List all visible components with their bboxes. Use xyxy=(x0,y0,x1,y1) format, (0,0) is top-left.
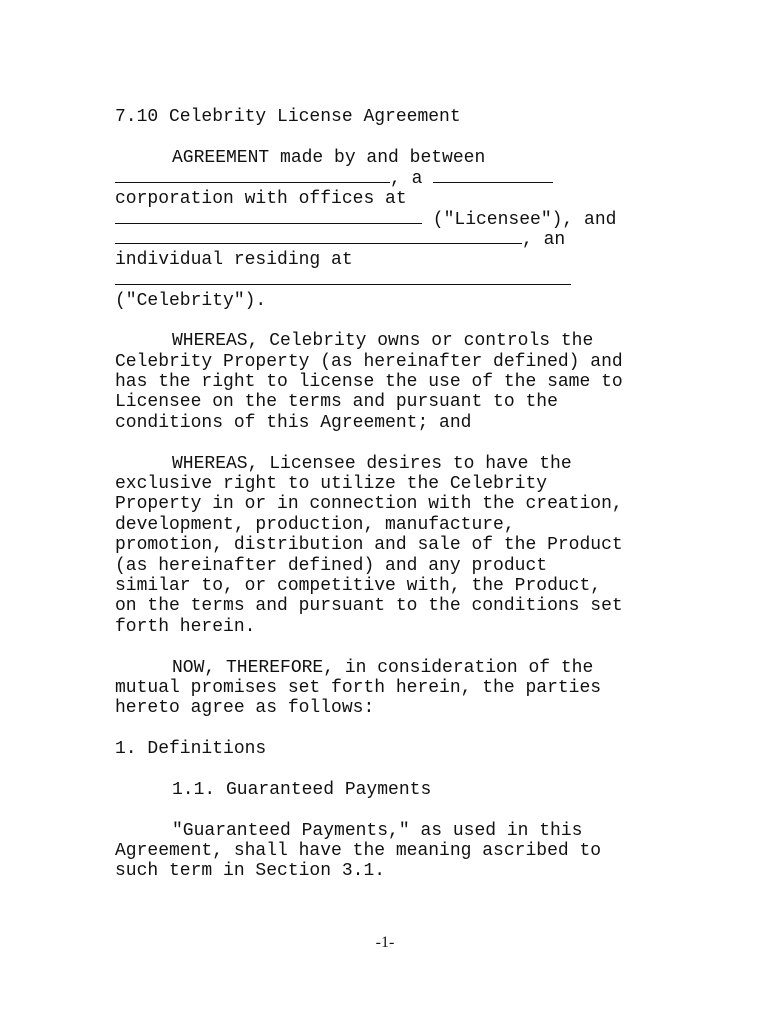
blank-field-state xyxy=(433,168,553,183)
section-heading-definitions: 1. Definitions xyxy=(115,739,267,760)
blank-field-licensee-address xyxy=(115,209,422,224)
definition-paragraph: "Guaranteed Payments," as used in this Agreement, shall have the meaning ascribed to such term in Section 3.1. xyxy=(115,820,602,882)
preamble xyxy=(115,148,675,311)
preamble-line: AGREEMENT made by and between xyxy=(172,147,486,168)
page-number: -1- xyxy=(375,934,395,951)
blank-field-celebrity-name xyxy=(115,229,522,244)
whereas-clause-2: WHEREAS, Licensee desires to have the exclusive right to utilize the Celebrity Property in or in connection with the creation, development, production, manufacture, promotion, distribution and sale of the Product (as hereinafter defined) and any product similar to, or competitive with, the Product, on the terms and pursuant to the conditions set forth herein. xyxy=(115,453,623,637)
document-body xyxy=(115,107,675,882)
preamble-line xyxy=(115,270,675,290)
whereas-clause-1: WHEREAS, Celebrity owns or controls the Celebrity Property (as hereinafter defined) and has the right to license the use of the same to Licensee on the terms and pursuant to the conditions of this Agreement; and xyxy=(115,331,623,433)
document-title: 7.10 Celebrity License Agreement xyxy=(115,107,461,127)
preamble-line: ("Licensee"), and xyxy=(115,209,675,229)
subsection-heading-guaranteed-payments: 1.1. Guaranteed Payments xyxy=(172,779,432,800)
now-therefore-clause: NOW, THEREFORE, in consideration of the mutual promises set forth herein, the parties hereto agree as follows: xyxy=(115,657,602,719)
preamble-line: , an xyxy=(115,229,675,249)
blank-field-licensee-name xyxy=(115,168,390,183)
preamble-line: ("Celebrity"). xyxy=(115,290,267,311)
preamble-line: corporation with offices at xyxy=(115,188,407,209)
blank-field-celebrity-address xyxy=(115,270,571,285)
preamble-line: individual residing at xyxy=(115,249,353,270)
preamble-line: , a xyxy=(115,168,675,188)
